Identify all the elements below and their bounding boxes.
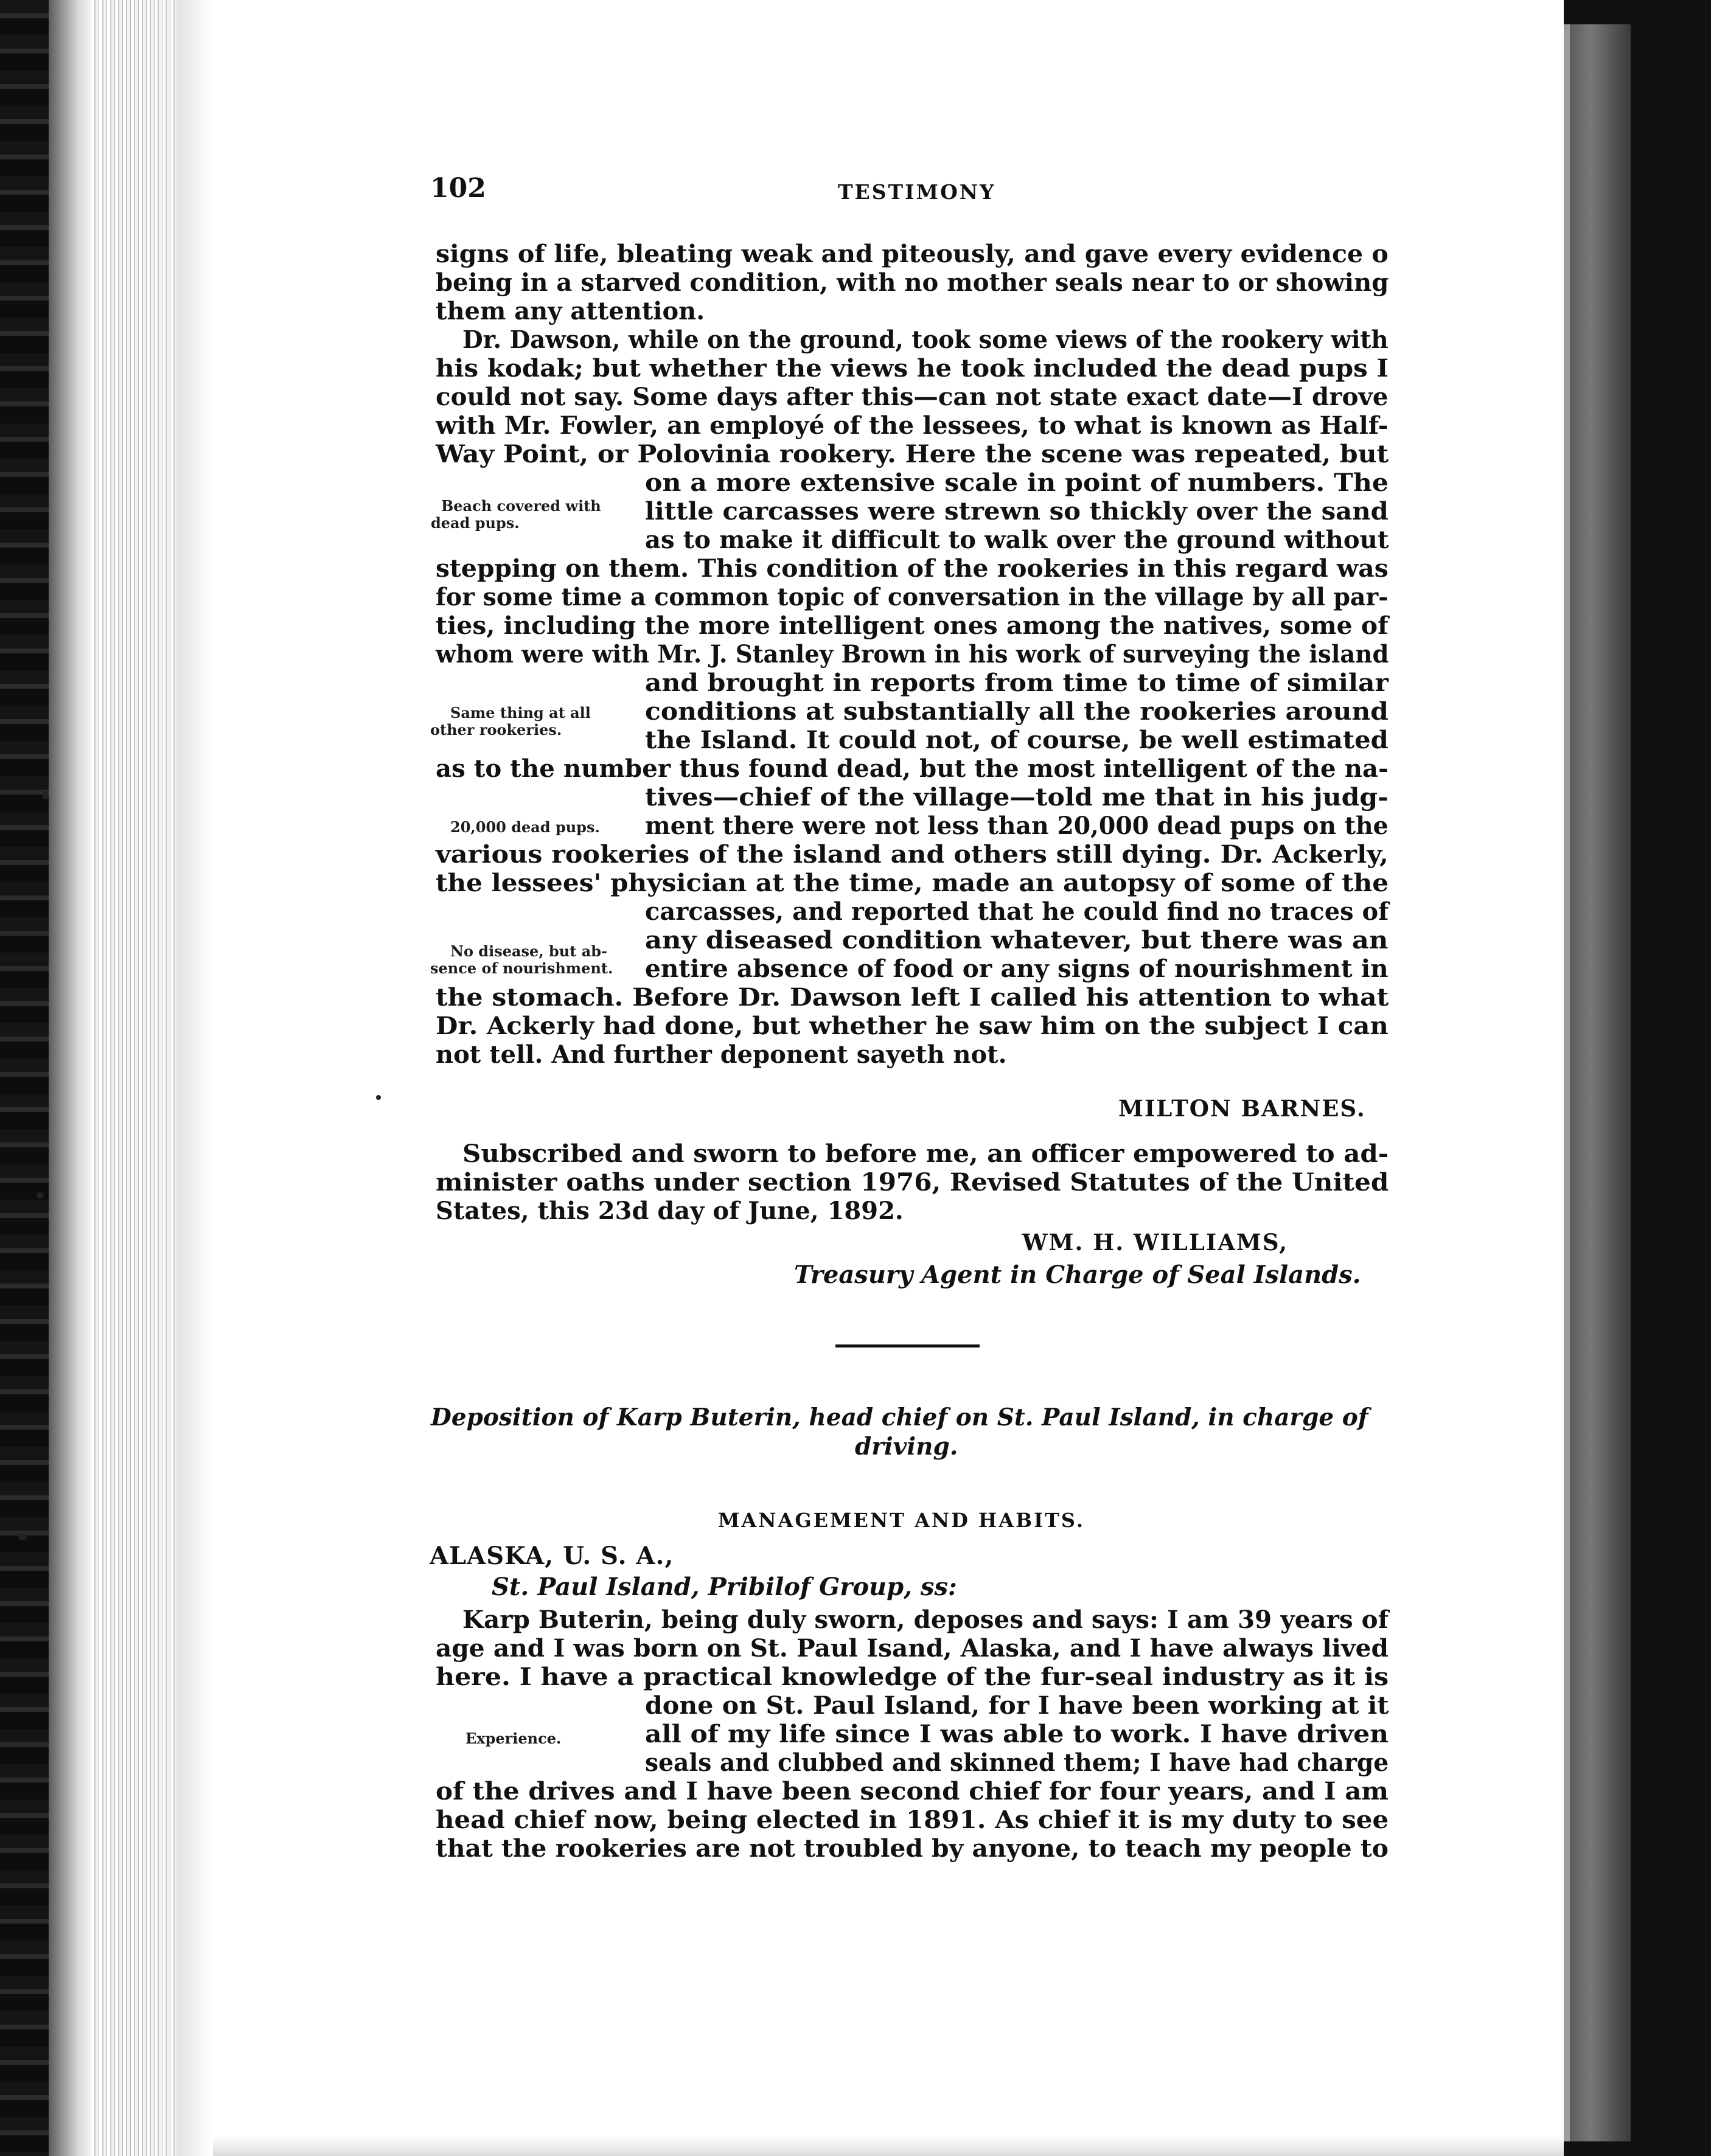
scan-speck [43, 791, 49, 799]
body-line: any diseased condition whatever, but there was an [645, 926, 1389, 955]
officer-signature: WM. H. WILLIAMS, [1022, 1229, 1289, 1256]
deposition-title: driving. [855, 1433, 958, 1461]
body-line: Dr. Ackerly had done, but whether he saw him on the subject I can [436, 1012, 1389, 1040]
body-line: conditions at substantially all the rookeries around [645, 697, 1389, 726]
jurat-line: Subscribed and sworn to before me, an officer empowered to ad- [462, 1139, 1389, 1168]
body-line: the lessees' physician at the time, made an autopsy of some of the [436, 869, 1389, 897]
bottom-page-edge [213, 2135, 1564, 2156]
scan-speck [18, 1533, 27, 1540]
body-line: them any attention. [436, 297, 705, 325]
body-line: all of my life since I was able to work. I have driven [645, 1720, 1389, 1748]
venue-place: ALASKA, U. S. A., [430, 1542, 674, 1570]
body-line: Karp Buterin, being duly sworn, deposes and says: I am 39 years of [462, 1605, 1389, 1634]
body-line: Dr. Dawson, while on the ground, took some views of the rookery with [462, 325, 1389, 354]
marginal-note: Same thing at all [450, 704, 591, 722]
section-separator [835, 1344, 980, 1348]
body-line: with Mr. Fowler, an employé of the lessees, to what is known as Half- [436, 411, 1389, 440]
body-line: carcasses, and reported that he could find no traces of [645, 897, 1389, 926]
deposition-title: Deposition of Karp Buterin, head chief on St. Paul Island, in charge of [431, 1403, 1368, 1431]
marginal-note: 20,000 dead pups. [450, 818, 600, 836]
page-stack-edge [91, 0, 176, 2156]
body-line: that the rookeries are not troubled by anyone, to teach my people to [436, 1834, 1389, 1863]
body-line: not tell. And further deponent sayeth not. [436, 1040, 1007, 1069]
marginal-note: dead pups. [431, 514, 520, 532]
right-page-stack [1564, 24, 1631, 2141]
body-line: various rookeries of the island and others still dying. Dr. Ackerly, [436, 840, 1389, 869]
body-line: of the drives and I have been second chief for four years, and I am [436, 1777, 1389, 1806]
body-line: as to make it difficult to walk over the ground without [645, 526, 1389, 554]
marginal-note: sence of nourishment. [430, 959, 613, 977]
body-line: ment there were not less than 20,000 dead pups on the [645, 812, 1389, 840]
body-line: could not say. Some days after this—can not state exact date—I drove [436, 383, 1389, 411]
page-number: 102 [430, 173, 486, 204]
body-line: and brought in reports from time to time of similar [645, 669, 1389, 697]
body-line: ties, including the more intelligent ones among the natives, some of [436, 611, 1389, 640]
body-line: being in a starved condition, with no mother seals near to or showing [436, 268, 1389, 297]
body-line: on a more extensive scale in point of numbers. The [645, 468, 1389, 497]
body-line: the stomach. Before Dr. Dawson left I called his attention to what [436, 983, 1389, 1012]
body-line: little carcasses were strewn so thickly over the sand [645, 497, 1389, 526]
venue-island: St. Paul Island, Pribilof Group, ss: [492, 1573, 957, 1601]
body-line: signs of life, bleating weak and piteously, and gave every evidence o [436, 240, 1389, 268]
body-line: seals and clubbed and skinned them; I have had charge [645, 1748, 1389, 1777]
marginal-note: Beach covered with [441, 497, 601, 515]
scan-speck [376, 1095, 381, 1100]
right-page-edge [1564, 24, 1570, 2141]
jurat-line: minister oaths under section 1976, Revised Statutes of the United [436, 1168, 1389, 1197]
marginal-note: other rookeries. [430, 721, 562, 739]
deponent-signature: MILTON BARNES. [1118, 1095, 1366, 1122]
officer-title: Treasury Agent in Charge of Seal Islands. [794, 1261, 1361, 1289]
jurat-line: States, this 23d day of June, 1892. [436, 1197, 904, 1225]
body-line: tives—chief of the village—told me that in his judg- [645, 783, 1389, 812]
scan-speck [37, 1192, 44, 1198]
body-line: whom were with Mr. J. Stanley Brown in his work of surveying the island [436, 640, 1389, 669]
body-line: here. I have a practical knowledge of the fur-seal industry as it is [436, 1663, 1389, 1691]
body-line: done on St. Paul Island, for I have been working at it [645, 1691, 1389, 1720]
running-head: TESTIMONY [838, 180, 996, 204]
marginal-note: No disease, but ab- [450, 942, 607, 960]
body-line: head chief now, being elected in 1891. As chief it is my duty to see [436, 1806, 1389, 1834]
body-line: stepping on them. This condition of the rookeries in this regard was [436, 554, 1389, 583]
body-line: as to the number thus found dead, but the most intelligent of the na- [436, 754, 1389, 783]
section-heading: MANAGEMENT AND HABITS. [718, 1509, 1085, 1532]
body-line: for some time a common topic of conversation in the village by all par- [436, 583, 1389, 611]
body-line: entire absence of food or any signs of nourishment in [645, 955, 1389, 983]
binding-shadow [49, 0, 91, 2156]
body-line: age and I was born on St. Paul Isand, Alaska, and I have always lived [436, 1634, 1389, 1663]
body-line: Way Point, or Polovinia rookery. Here the scene was repeated, but [436, 440, 1389, 468]
book-binding [0, 0, 49, 2156]
body-line: his kodak; but whether the views he took included the dead pups I [436, 354, 1389, 383]
page-stack-fade [176, 0, 213, 2156]
marginal-note: Experience. [465, 1730, 562, 1747]
body-line: the Island. It could not, of course, be well estimated [645, 726, 1389, 754]
